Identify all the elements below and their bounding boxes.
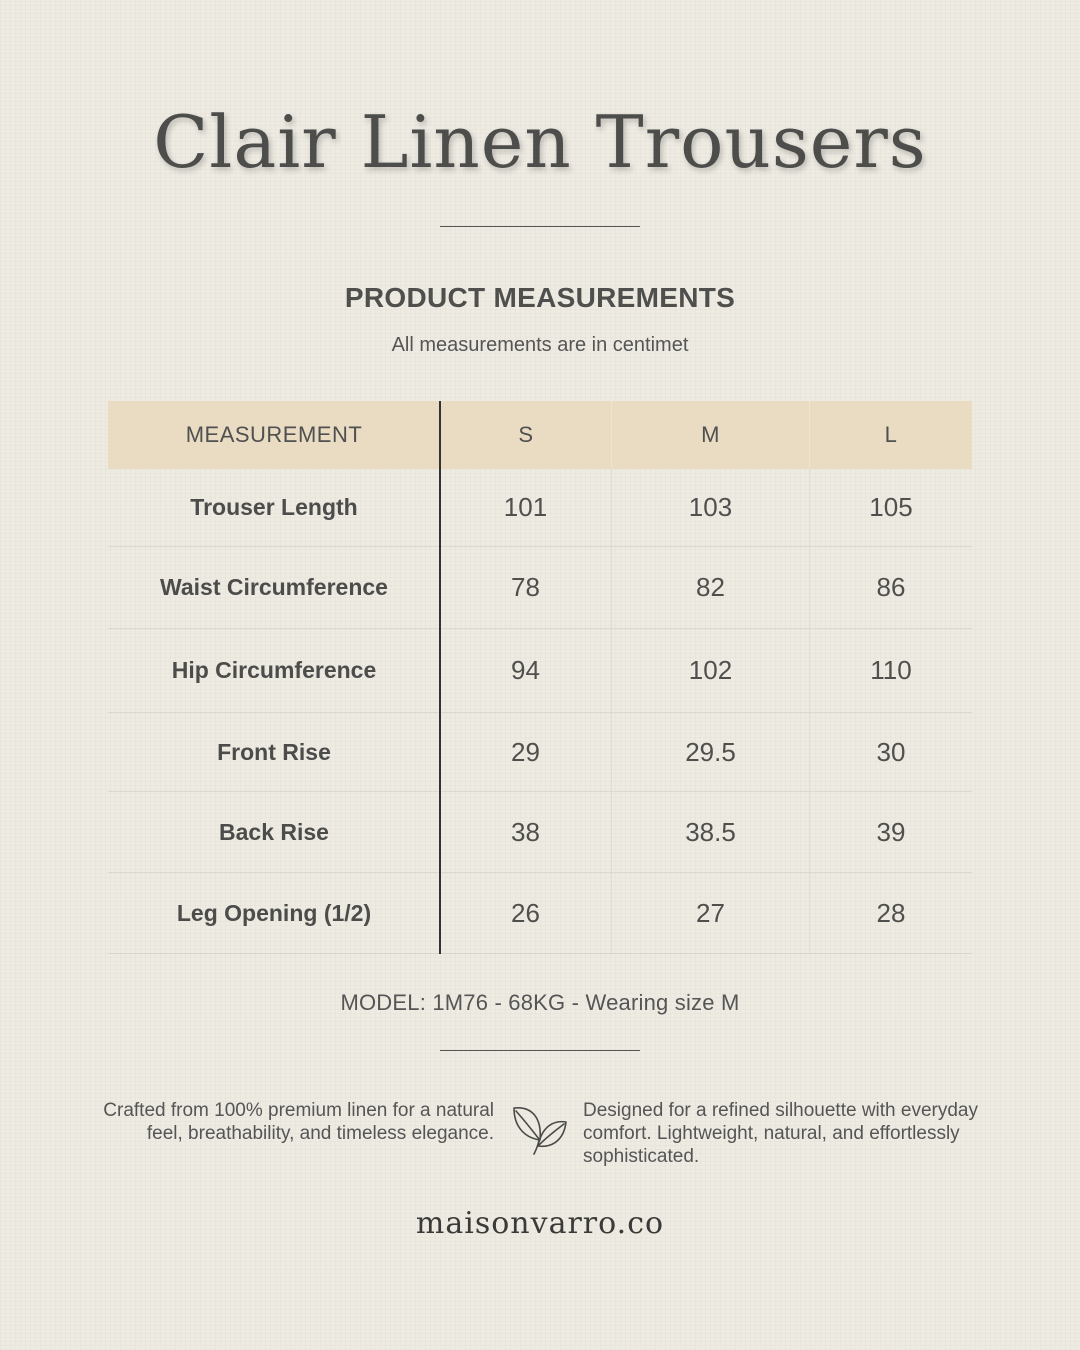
- value-s: 29: [511, 736, 540, 767]
- value-s: 101: [503, 492, 548, 522]
- value-l: 105: [809, 469, 972, 546]
- value-m: 102: [611, 629, 809, 712]
- material-note: Crafted from 100% premium linen for a natural feel, breathability, and timeless elegance.: [103, 1100, 494, 1144]
- section-title: PRODUCT MEASUREMENTS: [344, 282, 736, 313]
- value-m: 82: [611, 547, 809, 628]
- header-size-s: S: [440, 401, 611, 469]
- table-row: [108, 547, 972, 629]
- row-label: Waist Circumference: [160, 574, 388, 600]
- row-label: Leg Opening (1/2): [176, 899, 372, 926]
- header-measurement: MEASUREMENT: [185, 422, 363, 447]
- page-title: Clair Linen Trousers: [153, 100, 927, 184]
- divider-top: [440, 226, 640, 227]
- value-s: 94: [511, 655, 540, 685]
- row-label: Trouser Length: [190, 494, 358, 520]
- value-s: 78: [511, 572, 540, 602]
- row-label: Hip Circumference: [171, 657, 377, 683]
- value-l: 30: [809, 713, 972, 791]
- value-m: 29.5: [611, 713, 809, 791]
- value-m: 38.5: [611, 792, 809, 872]
- model-info: MODEL: 1M76 - 68KG - Wearing size M: [340, 990, 740, 1015]
- section-subtitle: All measurements are in centimet: [391, 334, 689, 356]
- table-row: [108, 792, 972, 873]
- row-label: Back Rise: [219, 818, 329, 845]
- table-row: [108, 469, 972, 547]
- value-l: 28: [809, 873, 972, 953]
- leaf-icon: [508, 1100, 572, 1160]
- column-divider: [439, 401, 441, 954]
- design-note: Designed for a refined silhouette with everyday comfort. Lightweight, natural, and effortlessly sophisticated.: [583, 1100, 979, 1167]
- value-s: 26: [511, 897, 540, 928]
- table-header: [108, 401, 972, 469]
- header-size-m: M: [611, 401, 809, 469]
- row-label: Front Rise: [217, 738, 331, 765]
- table-row: [108, 873, 972, 954]
- value-l: 39: [809, 792, 972, 872]
- value-s: 38: [511, 816, 540, 847]
- table-row: [108, 629, 972, 713]
- value-m: 27: [611, 873, 809, 953]
- divider-bottom: [440, 1050, 640, 1051]
- value-l: 86: [809, 547, 972, 628]
- value-m: 103: [611, 469, 809, 546]
- table-row: [108, 713, 972, 792]
- value-l: 110: [809, 629, 972, 712]
- measurement-table: [108, 401, 972, 954]
- brand-url: maisonvarro.co: [415, 1206, 665, 1241]
- header-size-l: L: [809, 401, 972, 469]
